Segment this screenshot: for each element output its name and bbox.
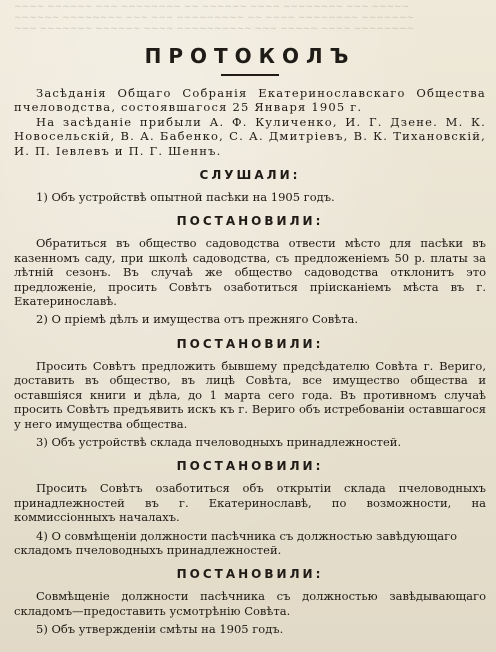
agenda-item-5: 5) Объ утвержденіи смѣты на 1905 годъ. (36, 622, 284, 637)
title-rule (221, 74, 279, 76)
resolution-2: Просить Совѣтъ предложить бывшему предсѣдателю Совѣта г. Вериго, доставить въ общество, въ лицѣ Совѣта, все имущество общества и оставшіяся книги и дѣла, до 1 марта сего года. Въ противномъ случаѣ просить Совѣтъ предъявить искъ къ г. Вериго объ истребованіи оставшагося у него имущества общества. (14, 358, 486, 431)
heard-heading: СЛУШАЛИ: (199, 168, 301, 183)
document-title: ПРОТОКОЛЪ (144, 44, 356, 68)
resolution-4: Совмѣщеніе должности пасѣчника съ должностью завѣдывающаго складомъ—предоставить усмотрѣнію Совѣта. (14, 589, 486, 618)
agenda-item-2: 2) О пріемѣ дѣлъ и имущества отъ прежняго Совѣта. (36, 312, 359, 327)
resolution-3: Просить Совѣтъ озаботиться объ открытіи склада пчеловодныхъ принадлежностей въ г. Екатеринославѣ, по возможности, на коммиссіонныхъ началахъ. (14, 481, 486, 525)
resolved-heading-2: ПОСТАНОВИЛИ: (176, 336, 324, 351)
resolution-1: Обратиться въ общество садоводства отвести мѣсто для пасѣки въ казенномъ саду, при школѣ садоводства, съ предложеніемъ 50 р. платы за лѣтній сезонъ. Въ случаѣ же общество садоводства отклонитъ это предложеніе, просить Совѣтъ озаботиться пріисканіемъ мѣста въ г. Екатеринославѣ. (14, 236, 486, 309)
intro-meeting: Засѣданія Общаго Собранія Екатеринославскаго Общества пчеловодства, состоявшагося 25 Января 1905 г. (14, 86, 486, 115)
agenda-item-4: 4) О совмѣщеніи должности пасѣчника съ должностью завѣдующаго складомъ пчеловодныхъ принадлежностей. (14, 528, 458, 557)
agenda-item-3: 3) Объ устройствѣ склада пчеловодныхъ принадлежностей. (36, 434, 402, 449)
resolved-heading-3: ПОСТАНОВИЛИ: (176, 459, 324, 474)
bleed-through-text: ~~~~ ~~~~~~ ~~~ ~~~~~~~~ ~~ ~~~~~~ ~~~~ ~~~~~~~~ ~~~ ~~~~~ ~~~~~~ ~~~~~~~~ ~~~ ~~~ ~~~~~~~~~ ~~ ~~~~ ~~~~~~~~ ~~~~~~~ ~~~ ~~~~~~~ ~~~~~~ ~~~~ ~~~~~~~~~~ ~~~ ~~~~~ ~~~~ ~~~~~~~~ (14, 2, 414, 34)
agenda-item-1: 1) Объ устройствѣ опытной пасѣки на 1905 годъ. (36, 190, 335, 205)
intro-attendees: На засѣданіе прибыли А. Ф. Куличенко, И. Г. Дзене. М. К. Новосельскій, В. А. Бабенко, С. А. Дмитріевъ, В. К. Тихановскій, И. П. Іевлевъ и П. Г. Шеннъ. (14, 114, 486, 158)
resolved-heading-1: ПОСТАНОВИЛИ: (176, 214, 324, 229)
resolved-heading-4: ПОСТАНОВИЛИ: (176, 567, 324, 582)
